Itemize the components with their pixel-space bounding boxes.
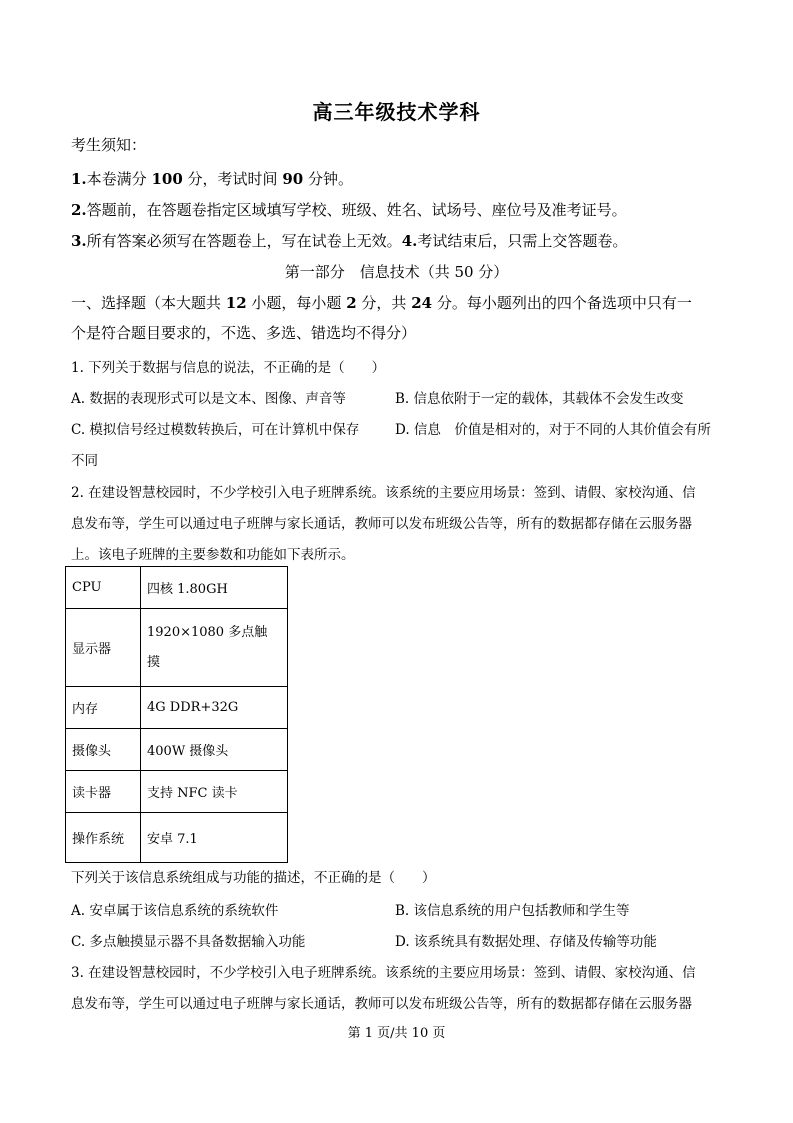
- table-row: [66, 771, 288, 813]
- q1-option-d-continued: 不同: [71, 453, 98, 469]
- q1-option-b: B. 信息依附于一定的载体，其载体不会发生改变: [395, 391, 684, 407]
- q1-option-d: D. 信息 价值是相对的，对于不同的人其价值会有所: [395, 422, 711, 438]
- notice-heading: 考生须知：: [71, 136, 147, 154]
- table-key: 内存: [66, 687, 141, 729]
- table-key: CPU: [66, 567, 141, 609]
- page-footer: 第 1 页/共 10 页: [347, 1026, 446, 1041]
- q3-stem-line1: 3. 在建设智慧校园时，不少学校引入电子班牌系统。该系统的主要应用场景：签到、请假、家校沟通、信: [71, 965, 696, 981]
- q2-question: 下列关于该信息系统组成与功能的描述，不正确的是（ ）: [71, 870, 436, 886]
- table-row: [66, 687, 288, 729]
- part-heading: 第一部分 信息技术（共 50 分）: [284, 263, 509, 281]
- table-key: 读卡器: [66, 771, 141, 813]
- table-row: [66, 567, 288, 609]
- table-key: 显示器: [66, 609, 141, 687]
- table-value: 支持 NFC 读卡: [141, 771, 288, 813]
- q2-option-a: A. 安卓属于该信息系统的系统软件: [71, 903, 279, 919]
- table-value: 400W 摄像头: [141, 729, 288, 771]
- section-heading-line1: 一、选择题（本大题共 12 小题，每小题 2 分，共 24 分。每小题列出的四个备选项中只有一: [71, 294, 692, 312]
- spec-table: [65, 566, 288, 863]
- table-row: [66, 609, 288, 687]
- q2-option-d: D. 该系统具有数据处理、存储及传输等功能: [395, 934, 657, 950]
- notice-1: 1.本卷满分 100 分，考试时间 90 分钟。: [71, 170, 353, 188]
- table-row: [66, 813, 288, 863]
- table-value: 1920×1080 多点触 摸: [141, 609, 288, 687]
- notice-3: 3.所有答案必须写在答题卷上，写在试卷上无效。4.考试结束后，只需上交答题卷。: [71, 232, 628, 250]
- q2-option-b: B. 该信息系统的用户包括教师和学生等: [395, 903, 630, 919]
- table-key: 摄像头: [66, 729, 141, 771]
- table-key: 操作系统: [66, 813, 141, 863]
- notice-2: 2.答题前，在答题卷指定区域填写学校、班级、姓名、试场号、座位号及准考证号。: [71, 201, 627, 219]
- table-value: 安卓 7.1: [141, 813, 288, 863]
- q2-stem-line2: 息发布等，学生可以通过电子班牌与家长通话，教师可以发布班级公告等，所有的数据都存储在云服务器: [71, 516, 692, 532]
- q2-stem-line3: 上。该电子班牌的主要参数和功能如下表所示。: [71, 547, 355, 563]
- section-heading-line2: 个是符合题目要求的，不选、多选、错选均不得分）: [71, 324, 417, 342]
- page-title: 高三年级技术学科: [312, 100, 481, 124]
- q1-stem: 1. 下列关于数据与信息的说法，不正确的是（ ）: [71, 360, 386, 376]
- q1-option-a: A. 数据的表现形式可以是文本、图像、声音等: [71, 391, 346, 407]
- q1-option-c: C. 模拟信号经过模数转换后，可在计算机中保存: [71, 422, 360, 438]
- table-row: [66, 729, 288, 771]
- table-value: 四核 1.80GH: [141, 567, 288, 609]
- q2-option-c: C. 多点触摸显示器不具备数据输入功能: [71, 934, 306, 950]
- q2-stem-line1: 2. 在建设智慧校园时，不少学校引入电子班牌系统。该系统的主要应用场景：签到、请假、家校沟通、信: [71, 485, 696, 501]
- q3-stem-line2: 息发布等，学生可以通过电子班牌与家长通话，教师可以发布班级公告等，所有的数据都存储在云服务器: [71, 996, 692, 1012]
- table-value: 4G DDR+32G: [141, 687, 288, 729]
